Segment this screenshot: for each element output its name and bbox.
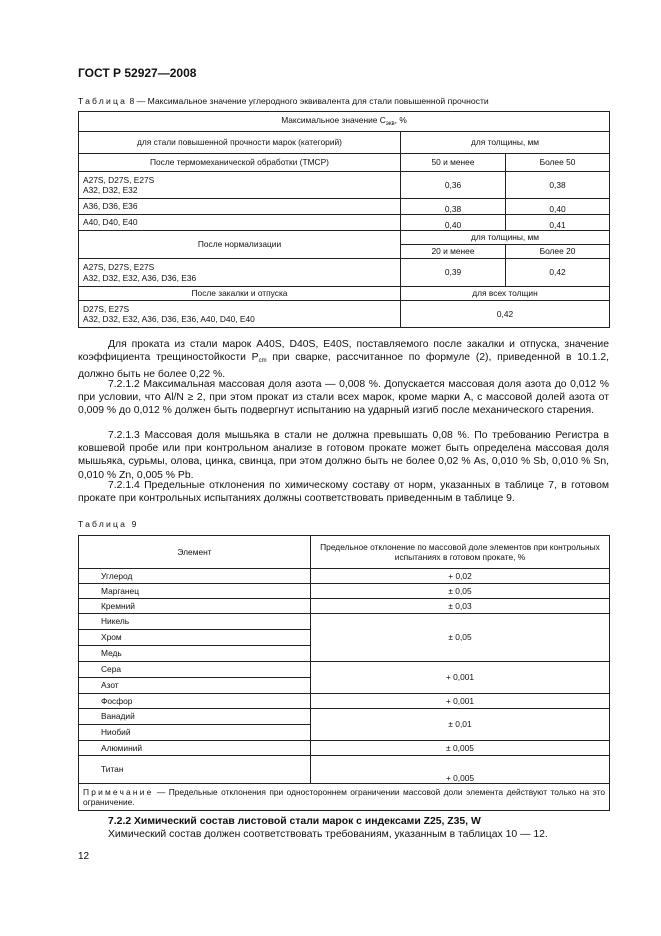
t8-grades-cell: A27S, D27S, E27S A32, D32, E32 bbox=[79, 172, 401, 199]
t9-deviation: ± 0,005 bbox=[311, 741, 610, 756]
t9-deviation: + 0,001 bbox=[311, 694, 610, 709]
t9-element: Азот bbox=[79, 678, 311, 694]
t9-deviation: + 0,005 bbox=[311, 756, 610, 784]
t9-deviation: ± 0,03 bbox=[311, 599, 610, 614]
t8-col-20-less: 20 и менее bbox=[401, 245, 506, 259]
t9-element: Хром bbox=[79, 630, 311, 646]
t8-header-main: Максимальное значение $С_{экв}$, % bbox=[79, 112, 610, 132]
t9-note bbox=[79, 784, 610, 811]
table8-caption-label: Таблица bbox=[78, 96, 128, 106]
t9-element: Медь bbox=[79, 646, 311, 662]
t9-element: Алюминий bbox=[79, 741, 311, 756]
t9-deviation: ± 0,05 bbox=[311, 584, 610, 599]
t9-element: Никель bbox=[79, 614, 311, 630]
t8-value: 0,42 bbox=[506, 259, 610, 287]
t8-grades-cell: A40, D40, E40 bbox=[79, 215, 401, 231]
t9-header-element: Элемент bbox=[79, 536, 311, 569]
t8-all-thickness: для всех толщин bbox=[401, 287, 610, 301]
paragraph-7-2-1-3: 7.2.1.3 Массовая доля мышьяка в стали не должна превышать 0,08 %. По требованию Регистра в ковшевой пробе или при контрольном анализе в готовом прокате может быть определена массовая доля мышьяка, сурьмы, олова, цинка, свинца, при этом должно быть не более 0,02 % As, 0,010 % Sb, 0,010 % Sn, 0,010 % Zn, 0,005 % Pb. bbox=[78, 430, 609, 481]
t8-grades-cell: A27S, D27S, E27S A32, D32, E32, A36, D36, E36 bbox=[79, 259, 401, 287]
t8-col-50-less: 50 и менее bbox=[401, 154, 506, 172]
document-header: ГОСТ Р 52927—2008 bbox=[78, 66, 197, 80]
paragraph-7-2-1-4: 7.2.1.4 Предельные отклонения по химическому составу от норм, указанных в таблице 7, в готовом прокате при контрольных испытаниях должны соответствовать приведенным в таблице 9. bbox=[78, 480, 609, 505]
t9-element: Ниобий bbox=[79, 725, 311, 741]
t9-deviation: ± 0,05 bbox=[311, 614, 610, 662]
t9-element: Титан bbox=[79, 756, 311, 784]
t8-thickness-label: для толщины, мм bbox=[401, 231, 610, 245]
t8-value: 0,39 bbox=[401, 259, 506, 287]
table8-caption-text: 8 — Максимальное значение углеродного эквивалента для стали повышенной прочности bbox=[129, 96, 489, 106]
t9-deviation: ± 0,01 bbox=[311, 709, 610, 741]
t8-header-grades: для стали повышенной прочности марок (категорий) bbox=[79, 132, 401, 154]
t8-value: 0,42 bbox=[401, 301, 610, 328]
t8-section-normalized: После нормализации bbox=[79, 231, 401, 259]
t8-value: 0,36 bbox=[401, 172, 506, 199]
t8-value: 0,40 bbox=[506, 199, 610, 215]
t9-element: Фосфор bbox=[79, 694, 311, 709]
paragraph-7-2-1-2: 7.2.1.2 Максимальная массовая доля азота — 0,008 %. Допускается массовая доля азота до 0,012 % при условии, что Al/N ≥ 2, при этом прокат из стали всех марок, кроме марки А, с массовой долей азота от 0,009 % до 0,012 % должен быть подвергнут испытанию на ударный изгиб после механического старения. bbox=[78, 379, 609, 417]
t9-element: Кремний bbox=[79, 599, 311, 614]
t8-value: 0,41 bbox=[506, 215, 610, 231]
t9-header-deviation: Предельное отклонение по массовой доле элементов при контрольных испытаниях в готовом прокате, % bbox=[311, 536, 610, 569]
t8-grades-cell: D27S, E27S A32, D32, E32, A36, D36, E36, A40, D40, E40 bbox=[79, 301, 401, 328]
t9-deviation: + 0,001 bbox=[311, 662, 610, 694]
page-number: 12 bbox=[78, 851, 90, 862]
t8-value: 0,38 bbox=[401, 199, 506, 215]
table8-caption bbox=[78, 96, 489, 106]
t8-section-quenched: После закалки и отпуска bbox=[79, 287, 401, 301]
t9-note-text: — Предельные отклонения при одностороннем ограничении массовой доли элемента действуют только на это ограничение. bbox=[83, 786, 605, 807]
t9-note-label: Примечание bbox=[83, 786, 154, 797]
t9-deviation: + 0,02 bbox=[311, 569, 610, 584]
paragraph-pcm: Для проката из стали марок A40S, D40S, E40S, поставляемого после закалки и отпуска, значение коэффициента трещиностойкости $P_{cm}$ при сварке, рассчитанное по формуле (2), приведенной в 10.1.2, должно быть не более 0,22 %. bbox=[78, 339, 609, 381]
t8-col-over-50: Более 50 bbox=[506, 154, 610, 172]
t9-element: Углерод bbox=[79, 569, 311, 584]
table9-caption: Таблица 9 bbox=[78, 519, 139, 529]
section-heading-7-2-2: 7.2.2 Химический состав листовой стали марок с индексами Z25, Z35, W bbox=[108, 816, 481, 827]
deviation-table bbox=[78, 535, 610, 811]
t8-value: 0,38 bbox=[506, 172, 610, 199]
section-text-7-2-2: Химический состав должен соответствовать требованиям, указанным в таблицах 10 — 12. bbox=[108, 829, 548, 840]
t8-header-thickness: для толщины, мм bbox=[401, 132, 610, 154]
t8-value: 0,40 bbox=[401, 215, 506, 231]
t9-element: Марганец bbox=[79, 584, 311, 599]
t9-element: Сера bbox=[79, 662, 311, 678]
t8-section-tmcp: После термомеханической обработки (ТМСР) bbox=[79, 154, 401, 172]
carbon-equivalent-table bbox=[78, 111, 610, 328]
t8-col-over-20: Более 20 bbox=[506, 245, 610, 259]
t8-grades-cell: A36, D36, E36 bbox=[79, 199, 401, 215]
t9-element: Ванадий bbox=[79, 709, 311, 725]
